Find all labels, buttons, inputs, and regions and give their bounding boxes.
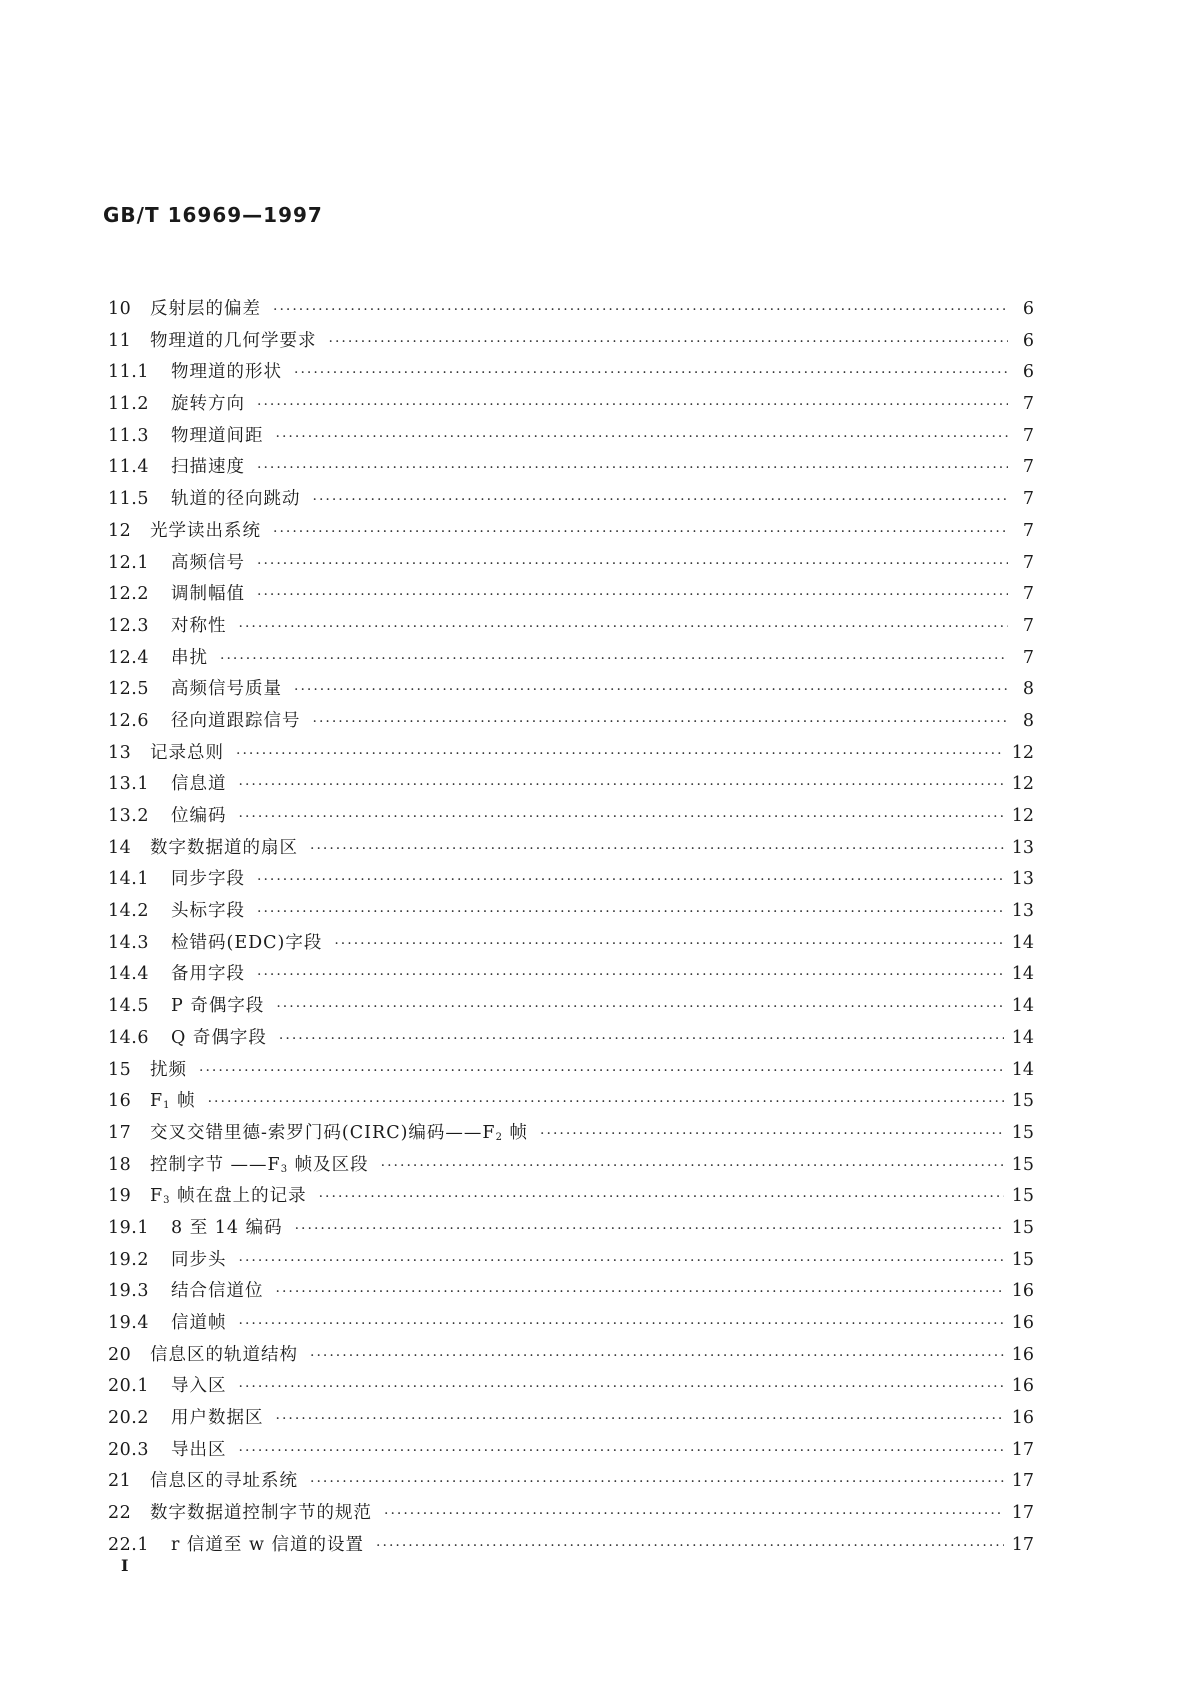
toc-dot-leader — [257, 587, 1008, 603]
toc-entry-number: 14.4 — [108, 964, 149, 985]
toc-entry-page: 14 — [1011, 964, 1034, 985]
toc-entry-title: 导出区 — [171, 1439, 227, 1460]
toc-entry-page: 15 — [1011, 1091, 1034, 1112]
toc-dot-leader — [220, 651, 1008, 667]
toc-entry[interactable] — [108, 422, 1034, 454]
toc-entry[interactable] — [108, 1087, 1034, 1119]
toc-entry-number: 11 — [108, 330, 132, 351]
toc-entry-title: 信息区的轨道结构 — [150, 1344, 298, 1365]
toc-entry[interactable] — [108, 390, 1034, 422]
toc-entry-page: 15 — [1011, 1249, 1034, 1270]
standard-id-header: GB/T 16969—1997 — [103, 203, 323, 227]
toc-entry-number: 19.3 — [108, 1281, 149, 1302]
toc-dot-leader — [276, 1411, 1004, 1427]
toc-entry-title: 同步字段 — [171, 869, 245, 890]
toc-entry-number: 14.2 — [108, 901, 149, 922]
toc-entry-number: 11.4 — [108, 457, 149, 478]
toc-entry-number: 15 — [108, 1059, 132, 1080]
toc-entry-subscript: 3 — [280, 1163, 289, 1175]
toc-entry[interactable] — [108, 1214, 1034, 1246]
toc-entry-number: 12.2 — [108, 584, 149, 605]
toc-entry[interactable] — [108, 770, 1034, 802]
toc-dot-leader — [310, 841, 1004, 857]
toc-entry-title: 物理道的几何学要求 — [150, 330, 317, 351]
toc-dot-leader — [381, 1158, 1004, 1174]
toc-entry-title: 记录总则 — [150, 742, 224, 763]
toc-entry-title: 对称性 — [171, 615, 227, 636]
toc-entry-title: $F_3$ 帧在盘上的记录 — [150, 1186, 307, 1207]
page-number-roman: I — [121, 1556, 129, 1575]
toc-entry[interactable] — [108, 1372, 1034, 1404]
toc-entry-number: 19.4 — [108, 1313, 149, 1333]
toc-entry-number: 12.1 — [108, 552, 149, 573]
toc-entry-page: 16 — [1011, 1313, 1034, 1333]
toc-entry-title: 导入区 — [171, 1376, 227, 1397]
toc-dot-leader — [208, 1094, 1004, 1110]
toc-entry-page: 15 — [1011, 1154, 1034, 1175]
toc-entry[interactable] — [108, 802, 1034, 834]
toc-entry-page: 13 — [1011, 901, 1034, 922]
toc-entry-page: 7 — [1022, 520, 1034, 541]
toc-entry-page: 14 — [1011, 996, 1034, 1017]
toc-dot-leader — [239, 1316, 1004, 1332]
toc-entry[interactable] — [108, 1151, 1034, 1183]
toc-entry-page: 6 — [1022, 330, 1034, 351]
toc-entry[interactable] — [108, 612, 1034, 644]
toc-dot-leader — [276, 429, 1009, 445]
toc-entry-number: 12.6 — [108, 710, 149, 731]
toc-dot-leader — [279, 1031, 1004, 1047]
toc-entry[interactable] — [108, 295, 1034, 327]
toc-entry-number: 12.5 — [108, 679, 149, 700]
toc-dot-leader — [257, 397, 1008, 413]
toc-entry-title: 用户数据区 — [171, 1408, 264, 1429]
toc-entry-title: 扫描速度 — [171, 457, 245, 478]
toc-dot-leader — [313, 492, 1009, 508]
toc-dot-leader — [239, 1379, 1004, 1395]
toc-dot-leader — [310, 1474, 1004, 1490]
toc-entry[interactable] — [108, 929, 1034, 961]
toc-entry[interactable] — [108, 1277, 1034, 1309]
toc-entry[interactable] — [108, 675, 1034, 707]
toc-entry-page: 8 — [1022, 710, 1034, 731]
toc-entry[interactable] — [108, 644, 1034, 676]
toc-entry[interactable] — [108, 1436, 1034, 1468]
toc-dot-leader — [239, 777, 1004, 793]
toc-entry-subscript: 3 — [163, 1195, 171, 1207]
toc-entry-number: 11.3 — [108, 425, 149, 446]
toc-entry-page: 16 — [1011, 1376, 1034, 1397]
toc-entry-number: 20 — [108, 1344, 132, 1365]
toc-entry-title: 备用字段 — [171, 964, 245, 985]
toc-dot-leader — [257, 460, 1008, 476]
toc-entry-page: 8 — [1022, 679, 1034, 700]
toc-entry-number: 20.1 — [108, 1376, 149, 1397]
toc-entry-title: 物理道的形状 — [171, 362, 282, 383]
toc-entry-title: 控制字节 $——F_3$ 帧及区段 — [150, 1154, 369, 1175]
toc-entry[interactable] — [108, 453, 1034, 485]
toc-entry-title: 检错码(EDC)字段 — [171, 932, 323, 953]
toc-entry[interactable] — [108, 1246, 1034, 1278]
toc-entry-title: 旋转方向 — [171, 394, 245, 415]
toc-entry-number: 19 — [108, 1186, 132, 1207]
toc-entry[interactable] — [108, 865, 1034, 897]
toc-entry[interactable] — [108, 707, 1034, 739]
toc-entry-title: 交叉交错里德-索罗门码(CIRC)编码$——F_2$ 帧 — [150, 1122, 529, 1143]
toc-dot-leader — [334, 936, 1003, 952]
toc-entry-title: 扰频 — [150, 1059, 187, 1080]
toc-entry-page: 12 — [1011, 774, 1034, 795]
toc-entry[interactable] — [108, 580, 1034, 612]
toc-dot-leader — [540, 1126, 1004, 1142]
toc-entry-page: 6 — [1022, 299, 1034, 319]
toc-entry-title: 信息区的寻址系统 — [150, 1471, 298, 1492]
toc-entry-number: 14.1 — [108, 869, 149, 890]
toc-dot-leader — [294, 682, 1008, 698]
toc-entry-page: 13 — [1011, 837, 1034, 858]
toc-entry-title: 轨道的径向跳动 — [171, 489, 301, 510]
toc-dot-leader — [384, 1506, 1004, 1522]
toc-entry-title: 径向道跟踪信号 — [171, 710, 301, 731]
toc-entry-title: 数字数据道控制字节的规范 — [150, 1503, 372, 1524]
toc-dot-leader — [199, 1063, 1004, 1079]
toc-dot-leader — [236, 746, 1004, 762]
toc-dot-leader — [310, 1348, 1004, 1364]
toc-entry-title: 串扰 — [171, 647, 208, 668]
toc-entry-number: 13.2 — [108, 806, 149, 826]
toc-entry-page: 7 — [1022, 394, 1034, 415]
toc-dot-leader — [273, 302, 1008, 318]
toc-entry[interactable] — [108, 549, 1034, 581]
toc-entry-number: 16 — [108, 1091, 132, 1112]
toc-entry-page: 7 — [1022, 584, 1034, 605]
toc-entry-page: 7 — [1022, 647, 1034, 668]
table-of-contents — [108, 295, 1034, 1563]
toc-entry-title: 反射层的偏差 — [150, 299, 261, 319]
toc-entry-page: 7 — [1022, 489, 1034, 510]
toc-entry-number: 14.5 — [108, 996, 149, 1017]
toc-entry-title: 数字数据道的扇区 — [150, 837, 298, 858]
toc-entry-number: 11.2 — [108, 394, 149, 415]
toc-entry[interactable] — [108, 992, 1034, 1024]
toc-entry[interactable] — [108, 1341, 1034, 1373]
toc-dot-leader — [239, 809, 1004, 825]
toc-entry-number: 13.1 — [108, 774, 149, 795]
toc-dot-leader — [239, 1253, 1004, 1269]
toc-dot-leader — [257, 872, 1004, 888]
toc-entry[interactable] — [108, 1531, 1034, 1563]
toc-entry-title: 光学读出系统 — [150, 520, 261, 541]
toc-entry-title: 高频信号 — [171, 552, 245, 573]
toc-entry[interactable] — [108, 1024, 1034, 1056]
toc-entry-title: $F_1$ 帧 — [150, 1091, 196, 1112]
toc-dot-leader — [276, 999, 1003, 1015]
toc-entry-page: 7 — [1022, 425, 1034, 446]
toc-entry[interactable] — [108, 327, 1034, 359]
toc-entry-title: r 信道至 w 信道的设置 — [171, 1534, 365, 1555]
toc-entry[interactable] — [108, 960, 1034, 992]
toc-dot-leader — [376, 1538, 1004, 1554]
toc-dot-leader — [239, 1443, 1004, 1459]
toc-entry-title: 8 至 14 编码 — [171, 1217, 283, 1238]
toc-entry-title: 信道帧 — [171, 1313, 227, 1333]
toc-entry[interactable] — [108, 1119, 1034, 1151]
toc-entry[interactable] — [108, 1056, 1034, 1088]
toc-entry-number: 12 — [108, 520, 132, 541]
toc-entry-page: 15 — [1011, 1186, 1034, 1207]
toc-dot-leader — [257, 967, 1004, 983]
toc-dot-leader — [329, 334, 1009, 350]
toc-entry-title: Q 奇偶字段 — [171, 1027, 267, 1048]
toc-dot-leader — [313, 714, 1009, 730]
toc-entry-number: 14.6 — [108, 1027, 149, 1048]
toc-entry-title: 调制幅值 — [171, 584, 245, 605]
toc-entry-page: 7 — [1022, 615, 1034, 636]
toc-entry-number: 11.5 — [108, 489, 149, 510]
toc-entry-number: 10 — [108, 299, 132, 319]
toc-entry[interactable] — [108, 1309, 1034, 1341]
toc-entry-page: 16 — [1011, 1281, 1034, 1302]
toc-entry-subscript: 1 — [163, 1100, 171, 1112]
toc-entry-title: 物理道间距 — [171, 425, 264, 446]
toc-entry[interactable] — [108, 1499, 1034, 1531]
toc-entry-number: 11.1 — [108, 362, 149, 383]
toc-entry-page: 17 — [1011, 1471, 1034, 1492]
toc-entry[interactable] — [108, 897, 1034, 929]
toc-entry-title: 同步头 — [171, 1249, 227, 1270]
toc-entry-number: 22 — [108, 1503, 132, 1524]
toc-dot-leader — [295, 1221, 1004, 1237]
toc-entry-number: 12.4 — [108, 647, 149, 668]
toc-entry-title: 高频信号质量 — [171, 679, 282, 700]
toc-entry-number: 19.1 — [108, 1217, 149, 1238]
toc-entry-page: 16 — [1011, 1344, 1034, 1365]
toc-entry-page: 12 — [1011, 742, 1034, 763]
toc-entry-title: P 奇偶字段 — [171, 996, 265, 1017]
toc-entry-page: 16 — [1011, 1408, 1034, 1429]
toc-entry-number: 19.2 — [108, 1249, 149, 1270]
toc-entry-number: 20.3 — [108, 1439, 149, 1460]
toc-entry-title: 结合信道位 — [171, 1281, 264, 1302]
toc-entry[interactable] — [108, 739, 1034, 771]
toc-entry-title: 头标字段 — [171, 901, 245, 922]
toc-entry[interactable] — [108, 485, 1034, 517]
toc-entry-page: 14 — [1011, 932, 1034, 953]
toc-dot-leader — [276, 1284, 1004, 1300]
toc-entry-number: 22.1 — [108, 1534, 149, 1555]
toc-dot-leader — [257, 556, 1008, 572]
toc-entry-number: 21 — [108, 1471, 132, 1492]
toc-entry[interactable] — [108, 1404, 1034, 1436]
toc-entry-number: 12.3 — [108, 615, 149, 636]
toc-entry-page: 14 — [1011, 1059, 1034, 1080]
toc-entry-page: 7 — [1022, 552, 1034, 573]
toc-dot-leader — [319, 1189, 1004, 1205]
toc-entry[interactable] — [108, 517, 1034, 549]
toc-entry-number: 14 — [108, 837, 132, 858]
toc-entry-page: 17 — [1011, 1534, 1034, 1555]
toc-entry-number: 17 — [108, 1122, 132, 1143]
toc-dot-leader — [257, 904, 1004, 920]
toc-entry-page: 17 — [1011, 1503, 1034, 1524]
toc-entry[interactable] — [108, 358, 1034, 390]
toc-entry-number: 13 — [108, 742, 132, 763]
toc-entry-page: 13 — [1011, 869, 1034, 890]
toc-entry-page: 15 — [1011, 1122, 1034, 1143]
toc-entry-title: 信息道 — [171, 774, 227, 795]
toc-entry-page: 7 — [1022, 457, 1034, 478]
toc-entry-page: 6 — [1022, 362, 1034, 383]
toc-entry-number: 14.3 — [108, 932, 149, 953]
toc-entry-page: 14 — [1011, 1027, 1034, 1048]
toc-entry[interactable] — [108, 1467, 1034, 1499]
toc-dot-leader — [239, 619, 1009, 635]
toc-dot-leader — [273, 524, 1008, 540]
toc-dot-leader — [294, 365, 1008, 381]
toc-entry-page: 15 — [1011, 1217, 1034, 1238]
toc-entry[interactable] — [108, 1182, 1034, 1214]
toc-entry-page: 12 — [1011, 806, 1034, 826]
toc-entry[interactable] — [108, 834, 1034, 866]
toc-entry-page: 17 — [1011, 1439, 1034, 1460]
toc-entry-subscript: 2 — [495, 1131, 503, 1143]
toc-entry-title: 位编码 — [171, 806, 227, 826]
toc-entry-number: 18 — [108, 1154, 132, 1175]
toc-entry-number: 20.2 — [108, 1408, 149, 1429]
